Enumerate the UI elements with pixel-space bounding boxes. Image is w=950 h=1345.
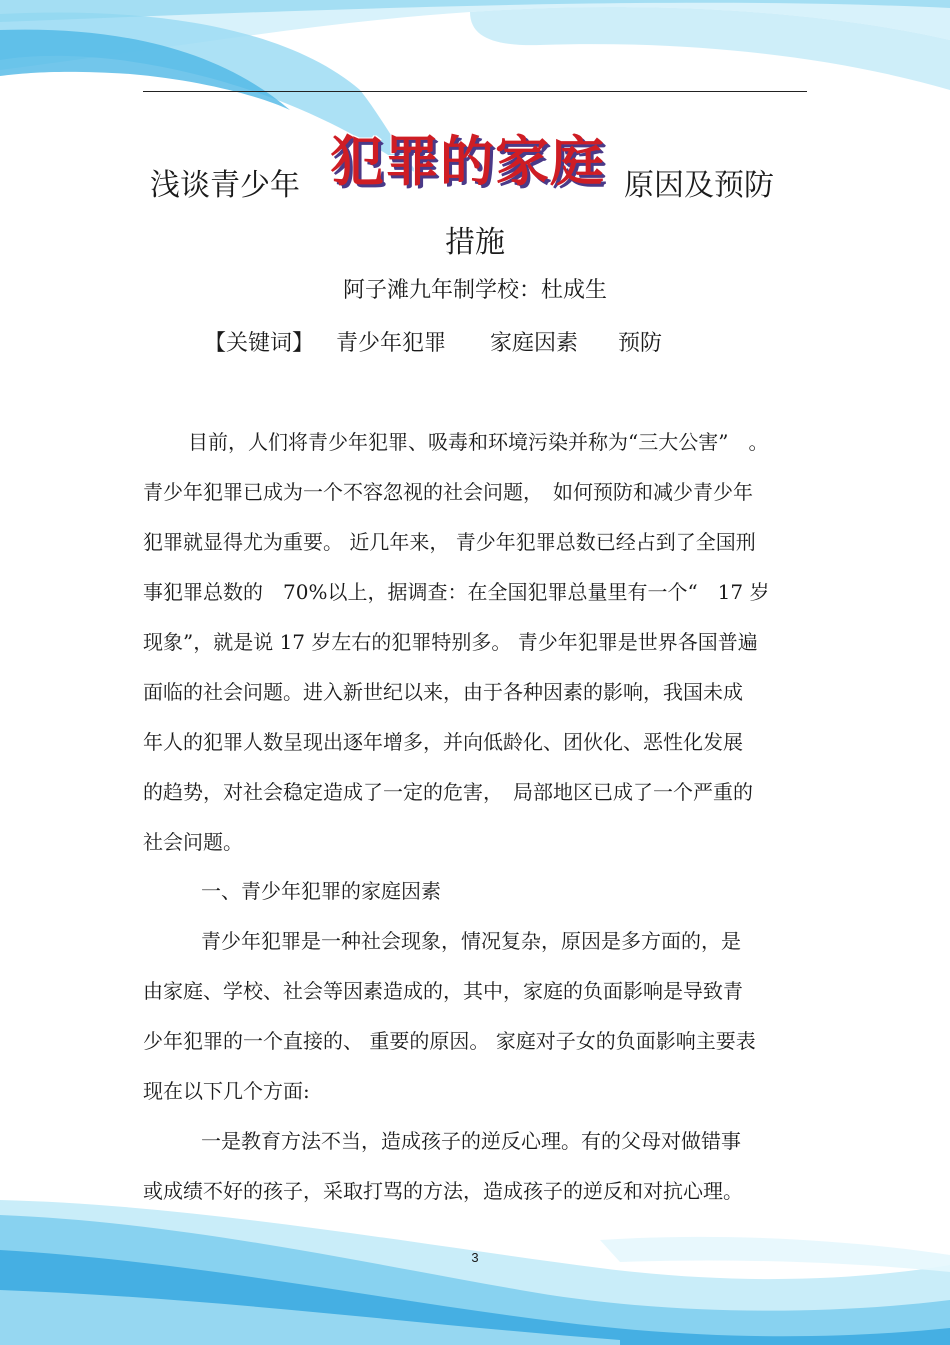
paragraph-line: 面临的社会问题。进入新世纪以来，由于各种因素的影响，我国未成 — [143, 680, 743, 704]
title-part1: 浅谈青少年 — [150, 168, 300, 203]
keyword-item: 家庭因素 — [490, 331, 579, 356]
keyword-item: 青少年犯罪 — [336, 331, 447, 356]
paragraph-line: 的趋势，对社会稳定造成了一定的危害， 局部地区已成了一个严重的 — [143, 780, 753, 804]
author-line: 阿子滩九年制学校：杜成生 — [342, 278, 607, 303]
page-number: 3 — [471, 1250, 479, 1265]
paragraph-line: 青少年犯罪已成为一个不容忽视的社会问题， 如何预防和减少青少年 — [143, 480, 753, 504]
paragraph-line: 现象”，就是说 17 岁左右的犯罪特别多。 青少年犯罪是世界各国普遍 — [143, 630, 758, 654]
paragraph-line: 现在以下几个方面: — [143, 1079, 310, 1103]
title-wordart: 犯罪的家庭 — [330, 129, 605, 193]
section-heading: 一、青少年犯罪的家庭因素 — [201, 879, 441, 903]
paragraph-line: 或成绩不好的孩子，采取打骂的方法，造成孩子的逆反和对抗心理。 — [143, 1179, 743, 1203]
paragraph-line: 青少年犯罪是一种社会现象，情况复杂，原因是多方面的，是 — [201, 929, 741, 953]
title-line2: 措施 — [445, 225, 505, 260]
paragraph-line: 社会问题。 — [143, 830, 243, 854]
paragraph-line: 少年犯罪的一个直接的、 重要的原因。 家庭对子女的负面影响主要表 — [143, 1029, 756, 1053]
title-part2: 原因及预防 — [624, 168, 774, 203]
paragraph-line: 事犯罪总数的 70%以上，据调查：在全国犯罪总量里有一个“ 17 岁 — [143, 580, 770, 604]
keyword-item: 预防 — [618, 331, 663, 356]
paragraph-line: 一是教育方法不当，造成孩子的逆反心理。有的父母对做错事 — [201, 1129, 741, 1153]
paragraph-line: 目前，人们将青少年犯罪、吸毒和环境污染并称为“三大公害” 。 — [188, 430, 769, 454]
paragraph-line: 年人的犯罪人数呈现出逐年增多，并向低龄化、团伙化、恶性化发展 — [143, 730, 743, 754]
paragraph-line: 犯罪就显得尤为重要。 近几年来， 青少年犯罪总数已经占到了全国刑 — [143, 530, 756, 554]
paragraph-line: 由家庭、学校、社会等因素造成的，其中，家庭的负面影响是导致青 — [143, 979, 743, 1003]
keywords-label: 【关键词】 — [204, 331, 315, 356]
